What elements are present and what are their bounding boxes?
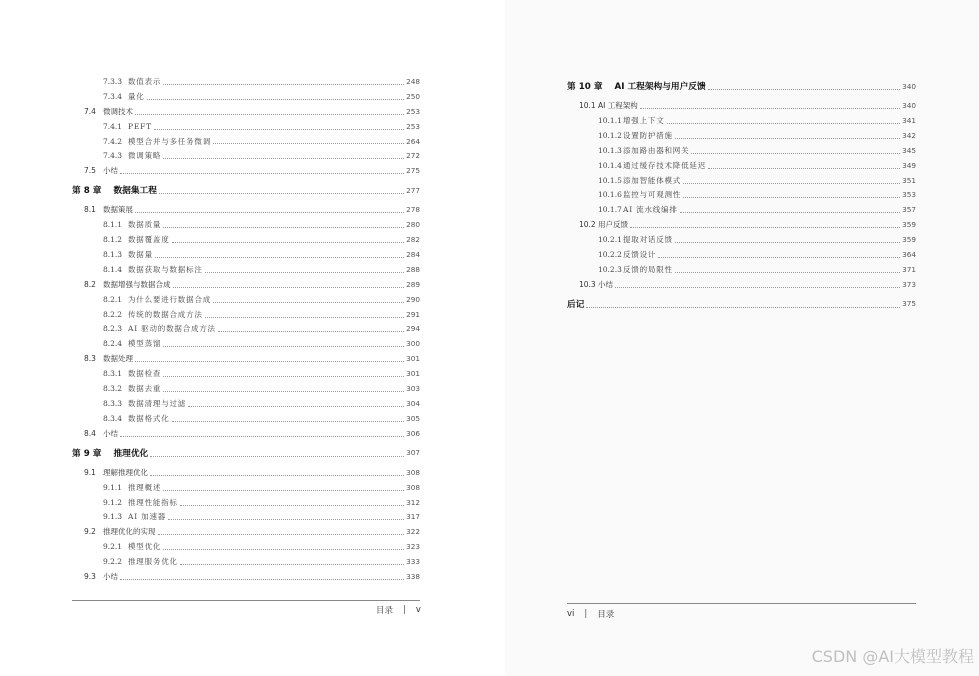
toc-entry-title: AI 流水线编排 xyxy=(623,205,678,215)
dot-leader xyxy=(168,519,404,520)
toc-entry-title: 为什么要进行数据合成 xyxy=(128,294,211,304)
toc-entry-number: 8.2.3 xyxy=(103,324,123,334)
footer-rule xyxy=(72,600,420,601)
dot-leader xyxy=(158,534,405,535)
toc-section-entry xyxy=(72,366,420,381)
toc-entry-title: 数据格式化 xyxy=(128,413,170,423)
toc-entry-number: 8.3 xyxy=(84,354,96,364)
toc-chapter-entry xyxy=(72,182,420,198)
toc-section-entry xyxy=(72,277,420,292)
toc-entry-page: 305 xyxy=(406,413,420,423)
toc-entry-title: 小结 xyxy=(103,428,118,438)
toc-entry-title: AI 加速器 xyxy=(128,512,167,522)
toc-entry-number: 10.1.3 xyxy=(598,145,622,155)
toc-entry-number: 10.3 xyxy=(579,279,596,289)
dot-leader xyxy=(159,193,404,194)
toc-section-entry xyxy=(72,411,420,426)
toc-section-entry xyxy=(72,262,420,277)
toc-entry-page: 304 xyxy=(406,398,420,408)
toc-entry-page: 278 xyxy=(406,205,420,215)
toc-entry-page: 308 xyxy=(406,467,420,477)
toc-section-entry xyxy=(567,202,916,217)
toc-entry-title: 数据量 xyxy=(128,250,153,260)
toc-entry-number: 8.4 xyxy=(84,428,96,438)
toc-section-entry xyxy=(72,480,420,495)
toc-entry-page: 250 xyxy=(406,91,420,101)
toc-entry-title: 量化 xyxy=(128,91,145,101)
dot-leader xyxy=(163,227,404,228)
footer-rule xyxy=(567,603,916,604)
dot-leader xyxy=(155,257,404,258)
toc-section-entry xyxy=(72,569,420,584)
toc-section-entry xyxy=(567,262,916,277)
toc-section-entry xyxy=(72,524,420,539)
toc-entry-page: 290 xyxy=(406,294,420,304)
toc-entry-title: 反馈的局限性 xyxy=(623,264,673,274)
toc-entry-title: AI 工程架构与用户反馈 xyxy=(614,82,706,93)
toc-entry-title: AI 驱动的数据合成方法 xyxy=(128,324,216,334)
toc-section-entry xyxy=(72,202,420,217)
dot-leader xyxy=(135,212,404,213)
toc-entry-title: 推理性能指标 xyxy=(128,497,178,507)
dot-leader xyxy=(147,99,404,100)
toc-entry-number: 8.2.1 xyxy=(103,294,123,304)
toc-section-entry xyxy=(567,247,916,262)
toc-entry-number: 8.2.2 xyxy=(103,309,123,319)
dot-leader xyxy=(586,307,900,308)
dot-leader xyxy=(173,287,405,288)
toc-entry-page: 340 xyxy=(902,101,916,111)
toc-entry-number: 10.2.3 xyxy=(598,264,622,274)
toc-section-entry xyxy=(72,148,420,163)
toc-entry-page: 288 xyxy=(406,264,420,274)
toc-section-entry xyxy=(567,277,916,292)
toc-section-entry xyxy=(567,188,916,203)
toc-entry-title: 增强上下文 xyxy=(623,116,665,126)
dot-leader xyxy=(180,505,404,506)
toc-entry-page: 353 xyxy=(902,190,916,200)
dot-leader xyxy=(213,143,404,144)
footer-label: 目录 xyxy=(376,606,394,616)
toc-entry-title: 数据质量 xyxy=(128,220,162,230)
dot-leader xyxy=(675,138,900,139)
toc-entry-page: 280 xyxy=(406,220,420,230)
toc-entry-page: 253 xyxy=(406,106,420,116)
dot-leader xyxy=(163,346,404,347)
toc-entry-title: 小结 xyxy=(103,572,118,582)
toc-entry-title: 添加智能体模式 xyxy=(623,175,682,185)
toc-entry-page: 312 xyxy=(406,497,420,507)
toc-entry-number: 8.2 xyxy=(84,279,96,289)
toc-entry-title: 微调策略 xyxy=(128,151,162,161)
dot-leader xyxy=(188,406,404,407)
toc-entry-title: 推理优化的实现 xyxy=(103,527,156,537)
toc-entry-page: 317 xyxy=(406,512,420,522)
toc-entry-page: 345 xyxy=(902,145,916,155)
toc-entry-title: 数据检查 xyxy=(128,369,162,379)
toc-section-entry xyxy=(567,173,916,188)
toc-entry-number: 7.3.3 xyxy=(103,76,123,86)
toc-entry-number: 9.1.2 xyxy=(103,497,123,507)
toc-entry-page: 340 xyxy=(902,81,916,91)
toc-entry-page: 253 xyxy=(406,121,420,131)
dot-leader xyxy=(658,257,900,258)
toc-section-entry xyxy=(567,217,916,232)
toc-section-entry xyxy=(72,396,420,411)
toc-section-entry xyxy=(72,322,420,337)
toc-section-entry xyxy=(567,158,916,173)
toc-section-entry xyxy=(567,128,916,143)
dot-leader xyxy=(154,129,404,130)
toc-chapter-entry xyxy=(567,296,916,312)
toc-section-entry xyxy=(72,232,420,247)
toc-section-entry xyxy=(72,292,420,307)
toc-entry-title: 通过缓存技术降低延迟 xyxy=(623,160,706,170)
toc-entry-number: 9.1.3 xyxy=(103,512,123,522)
toc-entry-title: 数据策展 xyxy=(103,205,133,215)
toc-entry-page: 349 xyxy=(902,160,916,170)
toc-section-entry xyxy=(72,134,420,149)
toc-section-entry xyxy=(72,119,420,134)
dot-leader xyxy=(205,317,404,318)
toc-entry-number: 9.2.1 xyxy=(103,542,123,552)
toc-entry-number: 7.5 xyxy=(84,166,96,176)
toc-entry-title: 数据处理 xyxy=(103,354,133,364)
toc-entry-title: 小结 xyxy=(598,279,613,289)
toc-entry-page: 308 xyxy=(406,482,420,492)
toc-entry-number: 8.2.4 xyxy=(103,339,123,349)
toc-entry-page: 307 xyxy=(406,448,420,458)
toc-chapter-entry xyxy=(72,445,420,461)
toc-entry-title: 数据增强与数据合成 xyxy=(103,279,171,289)
page-number: vi xyxy=(567,609,575,619)
toc-entry-title: 添加路由器和网关 xyxy=(623,145,690,155)
right-page xyxy=(505,0,979,676)
dot-leader xyxy=(180,564,404,565)
toc-entry-number: 10.2.1 xyxy=(598,235,622,245)
toc-entry-number: 10.2.2 xyxy=(598,250,622,260)
toc-entry-page: 301 xyxy=(406,369,420,379)
toc-entry-number: 9.2.2 xyxy=(103,557,123,567)
toc-entry-number: 9.1 xyxy=(84,467,96,477)
dot-leader xyxy=(135,361,404,362)
toc-entry-title: 数据获取与数据标注 xyxy=(128,264,203,274)
toc-entry-title: 用户反馈 xyxy=(598,220,628,230)
toc-entry-number: 7.4.1 xyxy=(103,121,123,131)
toc-section-entry xyxy=(72,336,420,351)
toc-right xyxy=(567,74,916,316)
dot-leader xyxy=(205,272,404,273)
toc-entry-title: 反馈设计 xyxy=(623,250,657,260)
toc-entry-number: 第 10 章 xyxy=(567,82,603,93)
toc-entry-page: 323 xyxy=(406,542,420,552)
watermark: CSDN @AI大模型教程 xyxy=(811,647,974,666)
toc-entry-page: 322 xyxy=(406,527,420,537)
toc-entry-title: 数据去重 xyxy=(128,384,162,394)
toc-entry-page: 306 xyxy=(406,428,420,438)
toc-entry-page: 272 xyxy=(406,151,420,161)
toc-entry-number: 8.3.2 xyxy=(103,384,123,394)
dot-leader xyxy=(163,84,404,85)
toc-entry-number: 7.4.2 xyxy=(103,136,123,146)
toc-entry-title: 后记 xyxy=(567,299,585,310)
toc-section-entry xyxy=(72,104,420,119)
toc-entry-title: PEFT xyxy=(128,121,152,131)
toc-entry-title: 推理服务优化 xyxy=(128,557,178,567)
toc-entry-title: 微调技术 xyxy=(103,106,133,116)
toc-entry-page: 341 xyxy=(902,116,916,126)
toc-section-entry xyxy=(72,74,420,89)
toc-entry-title: 模型优化 xyxy=(128,542,162,552)
toc-entry-page: 303 xyxy=(406,384,420,394)
dot-leader xyxy=(218,331,404,332)
toc-entry-title: 设置防护措施 xyxy=(623,130,673,140)
toc-entry-number: 10.1.2 xyxy=(598,130,622,140)
dot-leader xyxy=(675,242,900,243)
toc-entry-number: 10.1.1 xyxy=(598,116,622,126)
dot-leader xyxy=(213,302,404,303)
toc-entry-number: 第 9 章 xyxy=(72,448,102,459)
toc-entry-number: 9.3 xyxy=(84,572,96,582)
page-footer xyxy=(567,608,614,620)
toc-section-entry xyxy=(72,465,420,480)
dot-leader xyxy=(120,173,404,174)
toc-entry-number: 10.1.6 xyxy=(598,190,622,200)
toc-section-entry xyxy=(72,510,420,525)
toc-section-entry xyxy=(72,351,420,366)
toc-entry-page: 264 xyxy=(406,136,420,146)
toc-entry-number: 9.2 xyxy=(84,527,96,537)
toc-entry-page: 289 xyxy=(406,279,420,289)
toc-section-entry xyxy=(72,247,420,262)
toc-entry-number: 10.2 xyxy=(579,220,596,230)
toc-left xyxy=(72,74,420,584)
toc-entry-page: 282 xyxy=(406,235,420,245)
toc-entry-page: 300 xyxy=(406,339,420,349)
dot-leader xyxy=(120,436,404,437)
toc-section-entry xyxy=(72,89,420,104)
toc-chapter-entry xyxy=(567,78,916,94)
toc-section-entry xyxy=(567,232,916,247)
toc-entry-title: 数据集工程 xyxy=(113,186,157,197)
dot-leader xyxy=(708,89,900,90)
dot-leader xyxy=(150,456,404,457)
toc-entry-title: 模型合并与多任务微调 xyxy=(128,136,211,146)
toc-entry-title: 数据清理与过滤 xyxy=(128,398,187,408)
toc-entry-number: 9.1.1 xyxy=(103,482,123,492)
toc-entry-number: 8.1 xyxy=(84,205,96,215)
toc-entry-page: 357 xyxy=(902,205,916,215)
dot-leader xyxy=(163,549,404,550)
toc-entry-page: 248 xyxy=(406,76,420,86)
toc-section-entry xyxy=(567,143,916,158)
toc-entry-number: 8.1.4 xyxy=(103,264,123,274)
toc-entry-page: 284 xyxy=(406,250,420,260)
toc-entry-number: 8.3.4 xyxy=(103,413,123,423)
toc-entry-page: 373 xyxy=(902,279,916,289)
toc-entry-number: 8.1.2 xyxy=(103,235,123,245)
dot-leader xyxy=(163,376,404,377)
dot-leader xyxy=(667,123,901,124)
dot-leader xyxy=(150,475,404,476)
toc-entry-number: 8.1.3 xyxy=(103,250,123,260)
toc-entry-number: 8.3.1 xyxy=(103,369,123,379)
toc-entry-number: 7.4.3 xyxy=(103,151,123,161)
toc-entry-page: 333 xyxy=(406,557,420,567)
toc-entry-page: 342 xyxy=(902,130,916,140)
toc-entry-page: 359 xyxy=(902,220,916,230)
footer-label: 目录 xyxy=(597,610,615,620)
toc-entry-page: 301 xyxy=(406,354,420,364)
toc-section-entry xyxy=(72,539,420,554)
toc-entry-number: 8.1.1 xyxy=(103,220,123,230)
toc-entry-number: 7.3.4 xyxy=(103,91,123,101)
dot-leader xyxy=(640,108,900,109)
toc-entry-title: 模型蒸馏 xyxy=(128,339,162,349)
toc-section-entry xyxy=(72,381,420,396)
dot-leader xyxy=(675,272,900,273)
toc-section-entry xyxy=(72,217,420,232)
toc-entry-page: 359 xyxy=(902,235,916,245)
toc-section-entry xyxy=(72,554,420,569)
toc-entry-page: 375 xyxy=(902,299,916,309)
toc-entry-title: 提取对话反馈 xyxy=(623,235,673,245)
dot-leader xyxy=(615,287,900,288)
toc-entry-number: 10.1 xyxy=(579,101,596,111)
dot-leader xyxy=(163,490,404,491)
toc-entry-number: 第 8 章 xyxy=(72,186,102,197)
dot-leader xyxy=(163,158,404,159)
toc-section-entry xyxy=(567,98,916,113)
toc-entry-page: 291 xyxy=(406,309,420,319)
dot-leader xyxy=(172,421,405,422)
toc-section-entry xyxy=(72,495,420,510)
toc-entry-title: 监控与可观测性 xyxy=(623,190,682,200)
toc-entry-number: 10.1.7 xyxy=(598,205,622,215)
toc-section-entry xyxy=(567,113,916,128)
toc-entry-title: 传统的数据合成方法 xyxy=(128,309,203,319)
dot-leader xyxy=(683,197,900,198)
toc-entry-page: 294 xyxy=(406,324,420,334)
toc-entry-page: 351 xyxy=(902,175,916,185)
toc-entry-number: 7.4 xyxy=(84,106,96,116)
page-number: v xyxy=(415,605,421,615)
footer-separator: | xyxy=(584,609,588,619)
toc-entry-page: 275 xyxy=(406,166,420,176)
toc-section-entry xyxy=(72,163,420,178)
dot-leader xyxy=(680,212,900,213)
dot-leader xyxy=(630,227,900,228)
dot-leader xyxy=(708,168,900,169)
toc-entry-title: 推理优化 xyxy=(113,448,149,459)
toc-entry-title: 理解推理优化 xyxy=(103,467,148,477)
dot-leader xyxy=(172,242,405,243)
dot-leader xyxy=(691,153,900,154)
toc-entry-title: 数据覆盖度 xyxy=(128,235,170,245)
page-footer xyxy=(376,604,421,616)
toc-section-entry xyxy=(72,426,420,441)
dot-leader xyxy=(163,391,404,392)
toc-entry-page: 338 xyxy=(406,572,420,582)
toc-entry-title: 推理概述 xyxy=(128,482,162,492)
toc-entry-page: 277 xyxy=(406,185,420,195)
toc-entry-number: 10.1.5 xyxy=(598,175,622,185)
footer-separator: | xyxy=(403,605,406,615)
toc-section-entry xyxy=(72,307,420,322)
toc-entry-title: 小结 xyxy=(103,166,118,176)
toc-entry-number: 10.1.4 xyxy=(598,160,622,170)
dot-leader xyxy=(135,114,404,115)
toc-entry-page: 364 xyxy=(902,250,916,260)
toc-entry-title: 数值表示 xyxy=(128,76,162,86)
toc-entry-page: 371 xyxy=(902,264,916,274)
toc-entry-number: 8.3.3 xyxy=(103,398,123,408)
dot-leader xyxy=(683,183,900,184)
toc-entry-title: AI 工程架构 xyxy=(598,101,638,111)
dot-leader xyxy=(120,579,404,580)
